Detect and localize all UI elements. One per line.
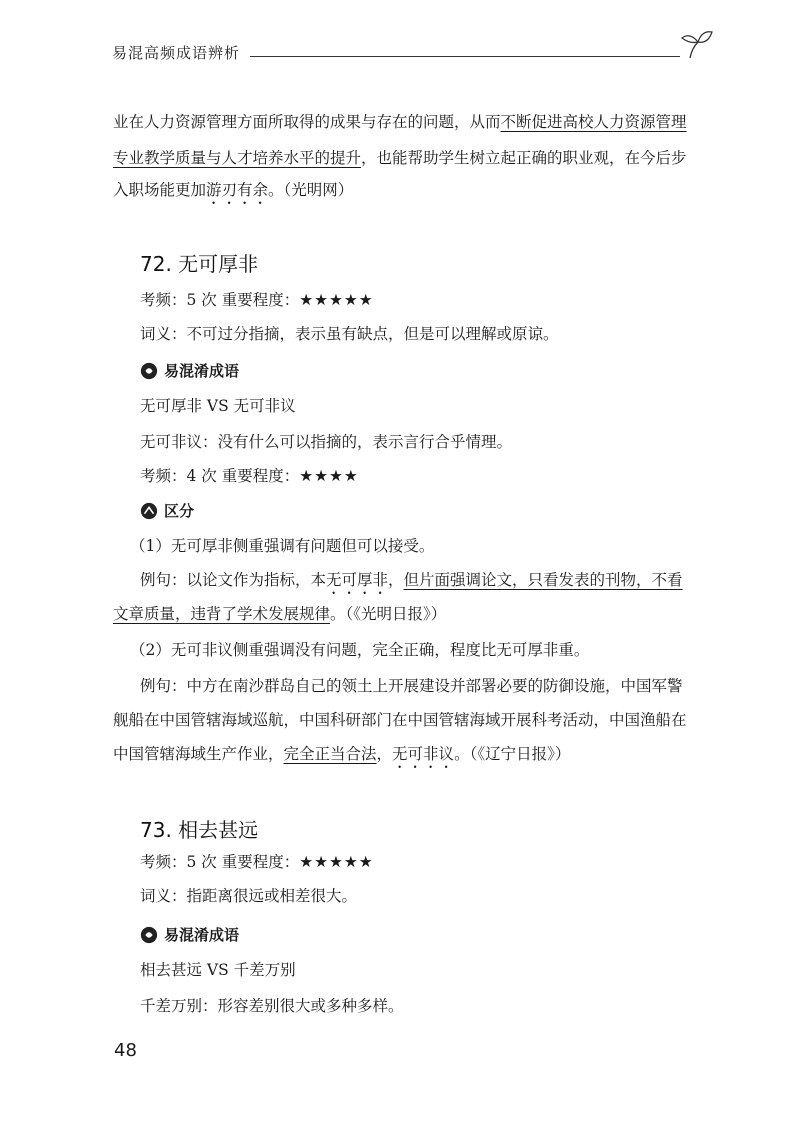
confusable-badge-icon: [140, 926, 158, 944]
entry-72-pair: 无可厚非 VS 无可非议: [140, 397, 296, 415]
entry-73-alt-meaning: 千差万别：形容差别很大或多种多样。: [140, 997, 404, 1015]
entry-73-title: 73. 相去甚远: [140, 818, 259, 842]
example-1-line-2: 文章质量，违背了学术发展规律。（《光明日报》）: [113, 605, 447, 623]
confusable-tag: 易混淆成语: [140, 924, 239, 945]
intro-line-1: 业在人力资源管理方面所取得的成果与存在的问题，从而不断促进高校人力资源管理: [113, 113, 687, 131]
example-1-line-1: 例句：以论文作为指标，本无可厚非，但片面强调论文，只看发表的刊物，不看: [140, 571, 683, 589]
distinction-badge-icon: [140, 502, 158, 520]
entry-72-frequency: 考频：5 次 重要程度：★★★★★: [140, 291, 374, 309]
entry-73-meaning: 词义：指距离很远或相差很大。: [140, 887, 358, 905]
distinction-1: （1）无可厚非侧重强调有问题但可以接受。: [130, 537, 435, 555]
importance-stars: ★★★★: [299, 467, 359, 485]
confusable-badge-icon: [140, 362, 158, 380]
header-rule: [250, 56, 680, 57]
entry-72-alt-meaning: 无可非议：没有什么可以指摘的，表示言行合乎情理。: [140, 433, 513, 451]
sprout-icon: [676, 22, 716, 62]
entry-73-frequency: 考频：5 次 重要程度：★★★★★: [140, 853, 374, 871]
intro-line-3: 入职场能更加游刃有余。（光明网）: [113, 181, 354, 199]
entry-72-title: 72. 无可厚非: [140, 252, 259, 276]
example-2-line-3: 中国管辖海域生产作业，完全正当合法，无可非议。（《辽宁日报》）: [113, 745, 571, 763]
importance-stars: ★★★★★: [299, 291, 374, 309]
distinction-tag: 区分: [140, 500, 194, 521]
entry-72-meaning: 词义：不可过分指摘，表示虽有缺点，但是可以理解或原谅。: [140, 325, 559, 343]
page-number: 48: [114, 1040, 137, 1061]
entry-72-alt-frequency: 考频：4 次 重要程度：★★★★: [140, 467, 359, 485]
example-2-line-2: 舰船在中国管辖海域巡航，中国科研部门在中国管辖海域开展科考活动，中国渔船在: [113, 711, 687, 729]
header-title: 易混高频成语辨析: [112, 44, 241, 62]
entry-73-pair: 相去甚远 VS 千差万别: [140, 961, 296, 979]
confusable-tag: 易混淆成语: [140, 360, 239, 381]
distinction-2: （2）无可非议侧重强调没有问题，完全正确，程度比无可厚非重。: [130, 641, 590, 659]
importance-stars: ★★★★★: [299, 853, 374, 871]
intro-line-2: 专业教学质量与人才培养水平的提升，也能帮助学生树立起正确的职业观，在今后步: [113, 149, 687, 167]
example-2-line-1: 例句：中方在南沙群岛自己的领土上开展建设并部署必要的防御设施，中国军警: [140, 677, 683, 695]
